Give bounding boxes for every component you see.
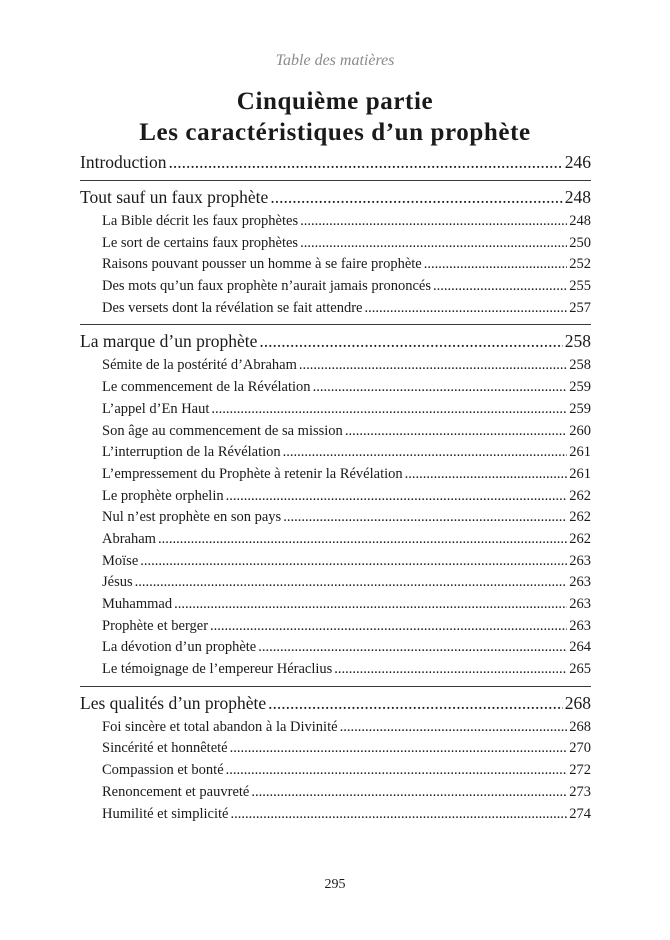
dot-leader [258,637,567,659]
toc-entry-page: 252 [569,256,591,273]
section-divider [80,180,591,181]
toc-entry-page: 259 [569,379,591,396]
toc-section[interactable] [80,328,591,355]
toc-entry-title: Nul n’est prophète en son pays [102,509,282,526]
toc-entry-title: Abraham [102,530,156,547]
dot-leader [210,616,567,638]
toc-subentry[interactable] [80,782,591,804]
toc-subentry[interactable] [80,717,591,739]
toc-entry-title: Muhammad [102,596,173,612]
toc-entry-page: 257 [569,299,591,316]
dot-leader [158,529,567,551]
toc-entry-page: 255 [569,278,591,295]
toc-entry-page: 248 [564,187,591,207]
toc-entry-title: La Bible décrit les faux prophètes [102,213,299,229]
part-title-line-1: Cinquième partie [236,88,434,115]
toc-entry-title: Tout sauf un faux prophète [80,187,269,207]
toc-subentry[interactable] [80,551,591,573]
toc-subentry[interactable] [80,572,591,594]
toc-entry-page: 263 [569,552,591,569]
toc-entry-page: 270 [569,740,591,757]
toc-subentry[interactable] [80,399,591,421]
toc-subentry[interactable] [80,377,591,399]
toc-subentry[interactable] [80,804,591,826]
toc-entry-page: 261 [569,444,591,461]
toc-entry-page: 263 [569,617,591,634]
toc-subentry[interactable] [80,355,591,377]
toc-entry-page: 273 [569,783,591,800]
dot-leader [270,184,562,211]
toc-entry-page: 264 [569,639,591,656]
toc-entry-page: 268 [569,718,591,735]
toc-subentry[interactable] [80,594,591,616]
dot-leader [433,276,567,298]
toc-entry-title: La marque d’un prophète [80,331,258,352]
toc-entry-page: 262 [569,530,591,547]
toc-entry-title: Humilité et simplicité [102,805,229,822]
toc-section-introduction[interactable] [80,150,591,175]
toc-subentry[interactable] [80,254,591,276]
dot-leader [300,211,567,233]
page-number: 295 [324,877,346,892]
toc-sections [80,180,591,825]
dot-leader [230,804,567,826]
toc-subentry[interactable] [80,738,591,760]
part-title-line-2: Les caractéristiques d’un prophète [139,119,531,146]
dot-leader [340,717,568,739]
dot-leader [259,328,562,355]
dot-leader [135,572,568,594]
dot-leader [365,298,568,320]
toc-subentry[interactable] [80,659,591,681]
toc-entry-page: 258 [564,331,591,352]
toc-entry-title: Le sort de certains faux prophètes [102,234,299,251]
toc-subentry[interactable] [80,233,591,255]
toc-entry-page: 261 [569,465,591,482]
toc-entry-page: 263 [569,574,591,591]
toc-subentry[interactable] [80,276,591,298]
toc-subentry[interactable] [80,616,591,638]
dot-leader [424,254,568,276]
toc-entry-title: L’empressement du Prophète à retenir la Révélation [102,465,403,482]
toc-entry-title: Moïse [102,552,139,569]
toc-entry-page: 263 [569,596,591,612]
running-head: Table des matières [275,52,395,69]
dot-leader [313,377,568,399]
section-divider [80,324,591,325]
dot-leader [140,551,567,573]
toc-entry-page: 268 [564,692,591,713]
dot-leader [334,659,567,681]
dot-leader [268,690,563,717]
toc-entry-title: Introduction [80,152,167,172]
toc-entry-page: 265 [569,661,591,678]
toc-entry-title: Compassion et bonté [102,762,224,779]
toc-entry-title: L’appel d’En Haut [102,400,210,417]
toc-subentry[interactable] [80,486,591,508]
toc-entry-title: Le commencement de la Révélation [102,379,311,396]
toc-section[interactable] [80,184,591,211]
toc-entry-page: 246 [564,152,591,172]
toc-subentry[interactable] [80,442,591,464]
toc-entry-page: 250 [569,234,591,251]
toc-subentry[interactable] [80,211,591,233]
toc-subentry[interactable] [80,298,591,320]
dot-leader [345,421,567,443]
dot-leader [251,782,567,804]
toc-entry-title: Sincérité et honnêteté [102,740,228,757]
toc-entry-page: 259 [569,400,591,417]
dot-leader [174,594,567,616]
toc-entry-title: Renoncement et pauvreté [102,783,250,800]
part-title [0,86,670,148]
toc-entry-title: Foi sincère et total abandon à la Divinité [102,718,338,735]
toc-entry-title: Des versets dont la révélation se fait attendre [102,299,363,316]
dot-leader [405,464,568,486]
dot-leader [283,442,568,464]
dot-leader [300,233,567,255]
toc-subentry[interactable] [80,760,591,782]
toc-entry-page: 258 [569,357,591,374]
dot-leader [230,738,568,760]
toc-entry-title: Son âge au commencement de sa mission [102,422,343,439]
toc-entry-page: 248 [569,213,591,229]
toc-entry-title: L’interruption de la Révélation [102,444,281,461]
section-divider [80,686,591,687]
toc-entry-title: Raisons pouvant pousser un homme à se faire prophète [102,256,422,273]
dot-leader [211,399,567,421]
toc-subentry[interactable] [80,464,591,486]
dot-leader [283,507,567,529]
dot-leader [226,486,568,508]
toc-entry-title: Des mots qu’un faux prophète n’aurait jamais prononcés [102,278,431,295]
toc-entry-title: Prophète et berger [102,617,209,634]
toc-entry-page: 262 [569,509,591,526]
toc-entry-title: Le témoignage de l’empereur Héraclius [102,661,333,678]
toc-entry-title: Le prophète orphelin [102,487,224,504]
toc-entry-title: Les qualités d’un prophète [80,692,267,713]
toc-entry-page: 262 [569,487,591,504]
toc-entry-page: 274 [569,805,591,822]
toc-entry-page: 272 [569,762,591,779]
toc-subentry[interactable] [80,529,591,551]
toc-entry-title: Jésus [102,574,133,591]
toc-subentry[interactable] [80,421,591,443]
toc-subentry[interactable] [80,507,591,529]
dot-leader [226,760,568,782]
toc-entry-title: La dévotion d’un prophète [102,639,257,656]
dot-leader [299,355,567,377]
toc-subentry[interactable] [80,637,591,659]
toc-entry-title: Sémite de la postérité d’Abraham [102,357,297,374]
dot-leader [169,150,563,175]
table-of-contents [80,150,591,825]
toc-section[interactable] [80,690,591,717]
toc-entry-page: 260 [569,422,591,439]
